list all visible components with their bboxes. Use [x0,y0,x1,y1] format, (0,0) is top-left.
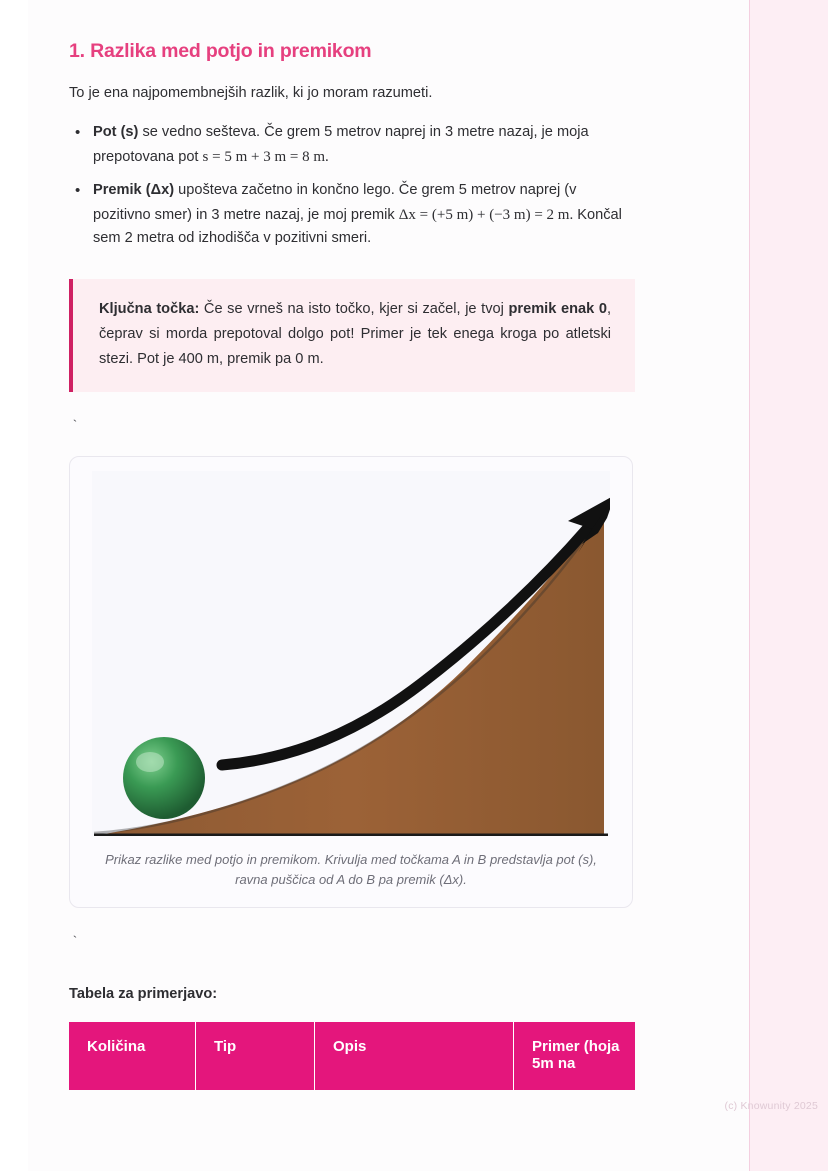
bullet-text-displacement-after: Končal sem 2 metra od izhodišča v pozitivni smeri. [93,206,622,247]
bullet-text-displacement: upošteva začetno in končno lego. Če grem 5 metrov naprej (v pozitivno smer) in 3 metre nazaj, je moj premik [93,182,577,223]
table-header-example: Primer (hoja 5m na [514,1022,636,1090]
definition-list [69,121,635,251]
document-content [69,0,635,1090]
list-item [91,121,635,169]
callout-text-2: , čeprav si morda prepotoval dolgo pot! Primer je tek enega kroga po atletski stezi. Pot je 400 m, premik pa 0 m. [99,301,611,368]
callout-text-1: Če se vrneš na isto točko, kjer si začel, je tvoj [199,301,509,318]
callout-lead: Ključna točka: [99,301,200,318]
watermark: (c) Knowunity 2025 [724,1100,818,1112]
table-header-quantity: Količina [69,1022,196,1090]
list-item [91,179,635,251]
key-point-callout [69,279,635,392]
intro-paragraph: To je ena najpomembnejših razlik, ki jo moram razumeti. [69,85,433,101]
table-label: Tabela za primerjavo: [69,986,218,1003]
table-header-description: Opis [315,1022,514,1090]
figure-container [69,456,633,908]
table-header-type: Tip [196,1022,315,1090]
bullet-lead-displacement: Premik (Δx) [93,182,175,199]
left-margin-strip [0,0,28,1171]
stray-backtick-2: ` [71,934,79,950]
bullet-math-path: s = 5 m + 3 m = 8 m. [202,148,329,165]
right-gutter [750,0,828,1171]
callout-bold-phrase: premik enak 0 [508,301,607,318]
bullet-lead-path: Pot (s) [93,123,139,140]
comparison-table [69,1022,635,1090]
bullet-text-path: se vedno sešteva. Če grem 5 metrov naprej in 3 metre nazaj, je moja prepotovana pot [93,123,589,165]
page-title: 1. Razlika med potjo in premikom [69,40,372,62]
hill-ball-arrow-icon [92,471,610,836]
bullet-math-displacement: Δx = (+5 m) + (−3 m) = 2 m. [398,206,574,223]
stray-backtick-1: ` [71,418,79,434]
figure-caption: Prikaz razlike med potjo in premikom. Krivulja med točkama A in B predstavlja pot (s), ravna puščica od A do B pa premik (Δx). [105,852,597,887]
table-header-row [69,1022,635,1090]
